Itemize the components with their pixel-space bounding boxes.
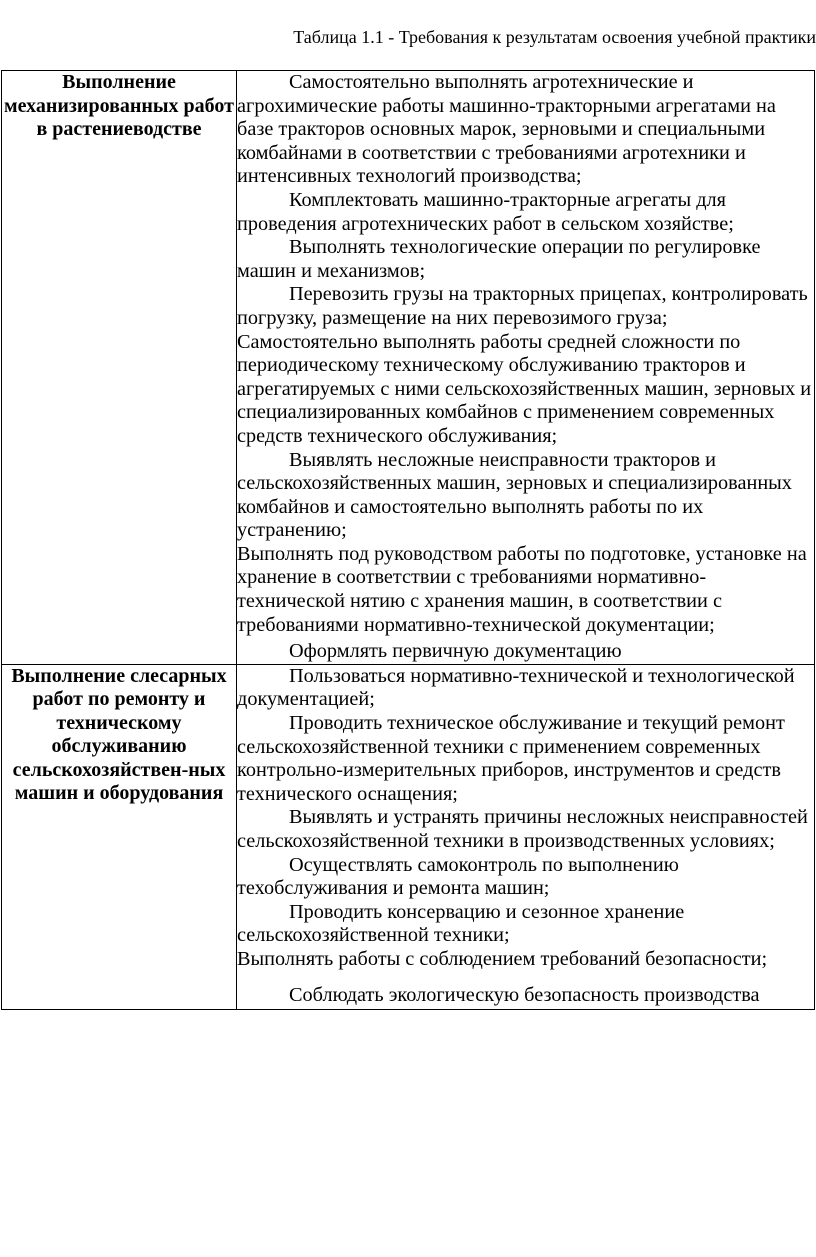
skill-item: Выполнять работы с соблюдением требований безопасности;: [237, 947, 768, 970]
skill-item: Оформлять первичную документацию: [289, 640, 622, 663]
skill-item: Проводить консервацию и сезонное хранение сельскохозяйственной техники;: [237, 900, 685, 947]
competency-area-title: Выполнение слесарных работ по ремонту и техническому обслуживанию сельскохозяйствен-ных машин и оборудования: [11, 664, 227, 805]
competency-area-title: Выполнение механизированных работ в растениеводстве: [4, 71, 234, 140]
skill-item: Самостоятельно выполнять работы средней сложности по периодическому техническому обслуживанию тракторов и агрегатируемых с ними сельскохозяйственных машин, зерновых и специализированных комбайнов с применением современных средств технического обслуживания;: [237, 330, 812, 447]
skill-item: Комплектовать машинно-тракторные агрегаты для проведения агротехнических работ в сельском хозяйстве;: [237, 188, 734, 235]
skill-item: Проводить техническое обслуживание и текущий ремонт сельскохозяйственной техники с применением современных контрольно-измерительных приборов, инструментов и средств технического оснащения;: [237, 712, 785, 805]
table-caption: Таблица 1.1 - Требования к результатам освоения учебной практики: [293, 27, 816, 47]
requirements-table: [1, 70, 815, 1010]
table-row: [2, 71, 815, 665]
table-row: [2, 664, 815, 1009]
skills-cell: [237, 664, 815, 1009]
skill-item: Соблюдать экологическую безопасность производства: [289, 983, 760, 1006]
skill-item: Выполнять технологические операции по регулировке машин и механизмов;: [237, 236, 761, 282]
skill-item: Осуществлять самоконтроль по выполнению техобслуживания и ремонта машин;: [237, 853, 679, 900]
skill-item: Пользоваться нормативно-технической и технологической документацией;: [237, 664, 795, 711]
skill-item: Выявлять и устранять причины несложных неисправностей сельскохозяйственной техники в производственных условиях;: [237, 806, 808, 852]
competency-area-cell: [2, 71, 237, 665]
skill-item: Перевозить грузы на тракторных прицепах, контролировать погрузку, размещение на них перевозимого груза;: [237, 283, 808, 329]
skills-cell: [237, 71, 815, 665]
skill-item: Самостоятельно выполнять агротехнические и агрохимические работы машинно-тракторными агрегатами на базе тракторов основных марок, зерновыми и специальными комбайнами в соответствии с требованиями агротехники и интенсивных технологий производства;: [237, 71, 776, 188]
skill-item: Выполнять под руководством работы по подготовке, установке на хранение в соответствии с требованиями нормативно-технической нятию с хранения машин, в соответствии с требованиями нормативно-технической документации;: [237, 542, 807, 636]
competency-area-cell: [2, 664, 237, 1009]
skill-item: Выявлять несложные неисправности тракторов и сельскохозяйственных машин, зерновых и специализированных комбайнов и самостоятельно выполнять работы по их устранению;: [237, 448, 792, 542]
